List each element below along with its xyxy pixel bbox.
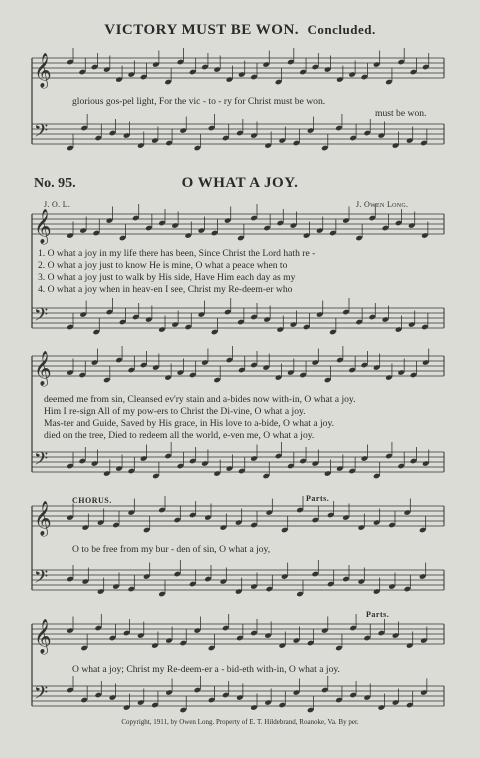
music-credit: J. Owen Long. <box>356 200 409 209</box>
verse-line: Mas-ter and Guide, Saved by His grace, in His love to a-bide, O what a joy. <box>44 418 335 429</box>
verse-line: 3. O what a joy just to walk by His side, Have Him each day as my <box>38 272 296 283</box>
verse-line: deemed me from sin, Cleansed ev'ry stain and a-bides now with-in, O what a joy. <box>44 394 356 405</box>
chorus-label: CHORUS. <box>72 496 112 505</box>
song-title: O WHAT A JOY. <box>181 175 299 191</box>
treble-clef-icon: 𝄞 <box>34 53 52 88</box>
header-title: VICTORY MUST BE WON. <box>104 22 300 38</box>
system2-verses <box>44 394 356 442</box>
bass-staff <box>32 308 444 328</box>
verse-line: Him I re-sign All of my pow-ers to Christ the Di-vine, O what a joy. <box>44 406 306 417</box>
treble-staff <box>32 356 444 376</box>
prev-lyric-line: glorious gos-pel light, For the vic - to - ry for Christ must be won. <box>72 96 326 107</box>
bass-clef-icon: 𝄢 <box>34 449 49 474</box>
verse-line: 1. O what a joy in my life there has been, Since Christ the Lord hath re - <box>38 248 316 259</box>
chorus-line-1: O to be free from my bur - den of sin, O what a joy, <box>72 544 271 555</box>
system1-verses <box>38 248 315 296</box>
verse-line: died on the tree, Died to redeem all the world, e-ven me, O what a joy. <box>44 430 315 441</box>
verse-line: 4. O what a joy when in heav-en I see, Christ my Re-deem-er who <box>38 284 293 295</box>
header-suffix: Concluded. <box>307 22 376 37</box>
treble-clef-icon: 𝄞 <box>34 501 52 536</box>
bass-clef-icon: 𝄢 <box>34 567 49 592</box>
verse-line: 2. O what a joy just to know He is mine, O what a peace when to <box>38 260 288 271</box>
treble-clef-icon: 𝄞 <box>34 351 52 386</box>
treble-clef-icon: 𝄞 <box>34 619 52 654</box>
parts-label: Parts. <box>306 494 330 503</box>
treble-clef-icon: 𝄞 <box>34 209 52 244</box>
bass-clef-icon: 𝄢 <box>34 683 49 708</box>
copyright-footer: Copyright, 1911, by Owen Long. Property of E. T. Hildebrand, Roanoke, Va. By per. <box>121 718 359 726</box>
parts-label-2: Parts. <box>366 610 390 619</box>
bass-clef-icon: 𝄢 <box>34 305 49 330</box>
treble-staff <box>32 214 444 234</box>
song-number: No. 95. <box>34 176 76 191</box>
bass-staff <box>32 570 444 590</box>
prev-lyric-tail: must be won. <box>375 108 427 119</box>
bass-clef-icon: 𝄢 <box>34 121 49 146</box>
chorus-line-2: O what a joy; Christ my Re-deem-er a - bid-eth with-in, O what a joy. <box>72 664 340 675</box>
words-credit: J. O. L. <box>44 200 71 209</box>
